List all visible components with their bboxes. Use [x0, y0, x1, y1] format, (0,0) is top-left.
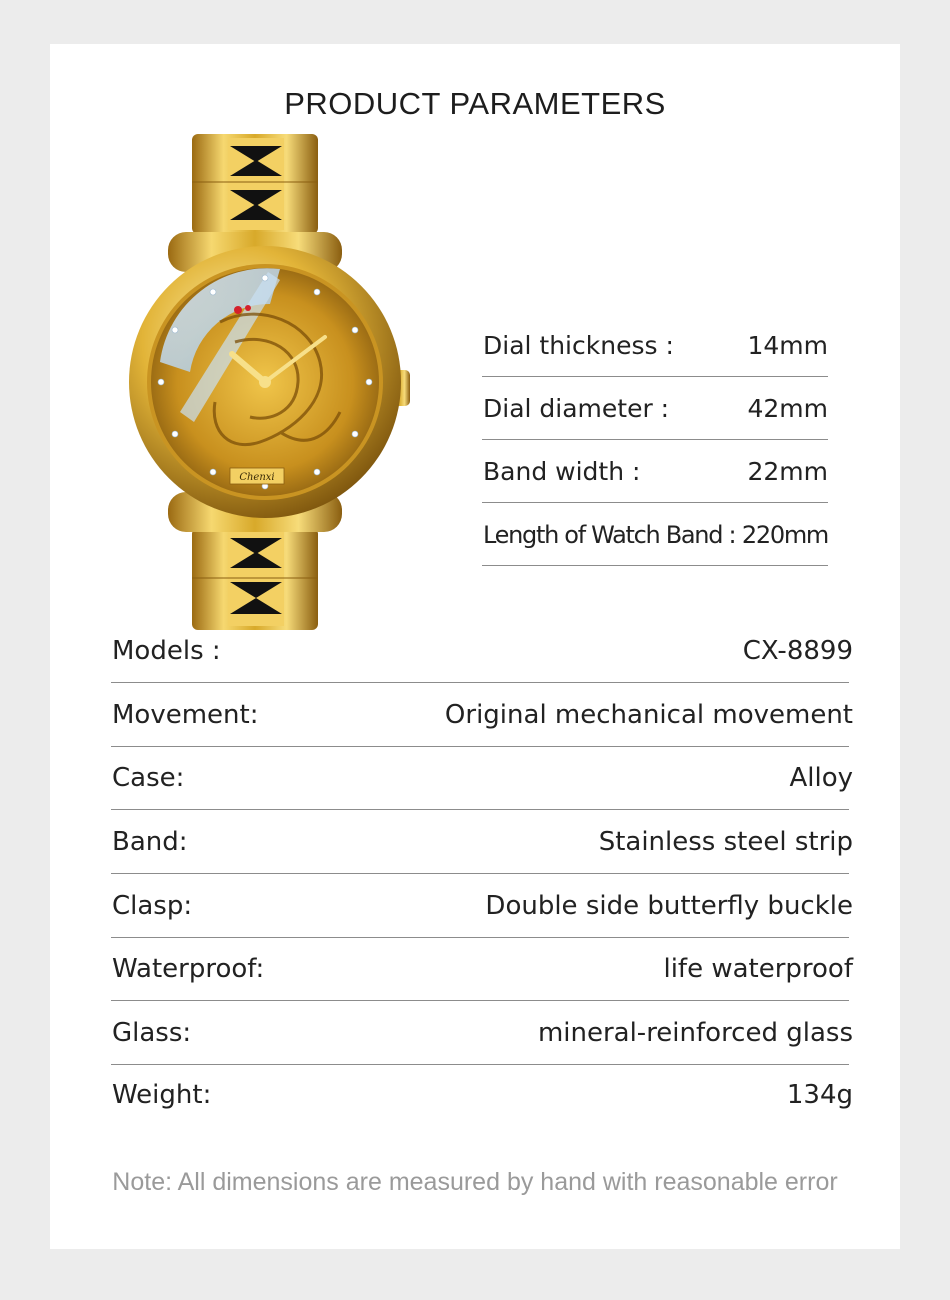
detail-value: 134g	[786, 1080, 853, 1110]
spec-row-band-width	[482, 439, 828, 503]
spec-row-band-length	[482, 502, 828, 566]
detail-value: life waterproof	[663, 954, 853, 984]
spec-label: Dial thickness :	[483, 331, 674, 360]
detail-value: mineral-reinforced glass	[537, 1018, 853, 1048]
detail-row-movement	[111, 682, 853, 747]
detail-label: Clasp:	[112, 891, 193, 921]
detail-label: Movement:	[112, 700, 259, 730]
detail-label: Weight:	[112, 1080, 212, 1110]
detail-label: Case:	[112, 763, 185, 793]
detail-label: Models :	[112, 636, 221, 666]
detail-row-clasp	[111, 873, 853, 938]
detail-value: Original mechanical movement	[444, 700, 853, 730]
spec-value: 42mm	[747, 394, 828, 423]
watch-band-top	[192, 134, 318, 234]
spec-value: 14mm	[747, 331, 828, 360]
detail-row-models	[111, 618, 853, 683]
watch-band-bottom	[192, 528, 318, 630]
watch-image	[120, 132, 420, 632]
detail-label: Glass:	[112, 1018, 192, 1048]
detail-row-glass	[111, 1000, 853, 1065]
spec-label: Band width :	[483, 457, 641, 486]
spec-label: Dial diameter :	[483, 394, 670, 423]
measurement-note: Note: All dimensions are measured by hand with reasonable error	[112, 1168, 838, 1196]
detail-row-case	[111, 746, 853, 810]
detail-value: Double side butterfly buckle	[485, 891, 853, 921]
detail-value: Alloy	[789, 763, 853, 793]
detail-row-weight	[111, 1064, 853, 1126]
spec-value: 220mm	[741, 521, 828, 549]
detail-label: Band:	[112, 827, 188, 857]
detail-label: Waterproof:	[112, 954, 265, 984]
detail-row-band	[111, 809, 853, 874]
spec-value: 22mm	[747, 457, 828, 486]
spec-row-dial-thickness	[482, 304, 828, 377]
detail-value: Stainless steel strip	[598, 827, 853, 857]
detail-value: CX-8899	[742, 636, 853, 666]
page-title: PRODUCT PARAMETERS	[284, 86, 666, 121]
detail-row-waterproof	[111, 937, 853, 1001]
brand-mark: Chenxi	[239, 472, 275, 483]
spec-label: Length of Watch Band :	[483, 521, 736, 549]
product-parameters-card	[50, 44, 900, 1249]
spec-row-dial-diameter	[482, 376, 828, 440]
